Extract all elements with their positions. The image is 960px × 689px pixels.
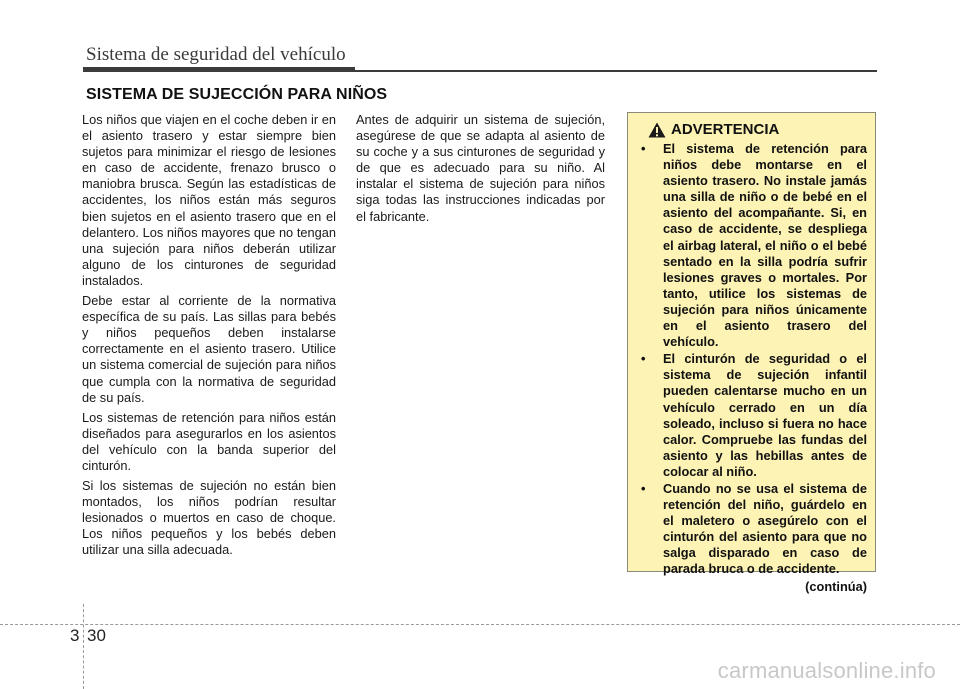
paragraph: Debe estar al corriente de la normativa específica de su país. Las sillas para bebés y niños pequeños deben instalarse correctamente en el asiento trasero. Utilice un sistema comercial de sujeción para niños que cumpla con la normativa de seguridad de su país. <box>82 293 336 405</box>
paragraph: Antes de adquirir un sistema de sujeción, asegúrese de que se adapta al asiento de su coche y a sus cinturones de seguridad y de que es adecuado para su niño. Al instalar el sistema de sujeción para niños siga todas las instrucciones indicadas por el fabricante. <box>356 112 605 224</box>
running-header-title: Sistema de seguridad del vehículo <box>86 44 346 65</box>
chapter-number: 3 <box>70 626 80 645</box>
watermark: carmanualsonline.info <box>717 658 936 683</box>
warning-box <box>627 112 876 594</box>
paragraph: Si los sistemas de sujeción no están bien montados, los niños podrían resultar lesionados o muertos en caso de choque. Los niños pequeños y los bebés deben utilizar una silla adecuada. <box>82 478 336 558</box>
warning-list <box>637 141 867 578</box>
continued-label: (continúa) <box>805 578 867 594</box>
body-column-left <box>82 112 336 563</box>
warning-item: • El cinturón de seguridad o el sistema de sujeción infantil pueden calentarse mucho en un vehículo cerrado en un día soleado, incluso si fuera no hace calor. Compruebe las fundas del asiento y las hebillas antes de colocar al niño. <box>637 351 867 480</box>
header-rule-thick <box>83 67 355 72</box>
warning-triangle-icon <box>648 122 666 138</box>
warning-item: • El sistema de retención para niños debe montarse en el asiento trasero. No instale jamás una silla de niño o de bebé en el asiento del acompañante. Si, en caso de accidente, se despliega el airbag lateral, el niño o el bebé sentado en la silla podría sufrir lesiones graves o mortales. Por tanto, utilice los sistemas de sujeción para niños únicamente en el asiento trasero del vehículo. <box>637 141 867 350</box>
footer-vertical-rule <box>83 604 84 689</box>
header-rule-thin <box>355 70 877 72</box>
body-column-middle <box>356 112 605 229</box>
section-title: SISTEMA DE SUJECCIÓN PARA NIÑOS <box>86 86 388 103</box>
page-number: 30 <box>87 626 106 645</box>
paragraph: Los sistemas de retención para niños están diseñados para asegurarlos en los asientos del vehículo con la banda superior del cinturón. <box>82 409 336 473</box>
warning-item: • Cuando no se usa el sistema de retención del niño, guárdelo en el maletero o asegúrelo con el cinturón del asiento para que no salga disparado en caso de parada bruca o de accidente. <box>637 481 867 578</box>
warning-title: ADVERTENCIA <box>671 121 780 138</box>
warning-header <box>648 121 867 138</box>
footer-dashed-rule <box>0 624 960 625</box>
paragraph: Los niños que viajen en el coche deben ir en el asiento trasero y estar siempre bien sujetos para minimizar el riesgo de lesiones en caso de accidente, frenazo brusco o maniobra brusca. Según las estadísticas de accidentes, los niños están más seguros bien sujetos en el asiento trasero que en el delantero. Los niños mayores que no tengan una sujeción para niños deberán utilizar alguno de los cinturones de seguridad instalados. <box>82 112 336 288</box>
